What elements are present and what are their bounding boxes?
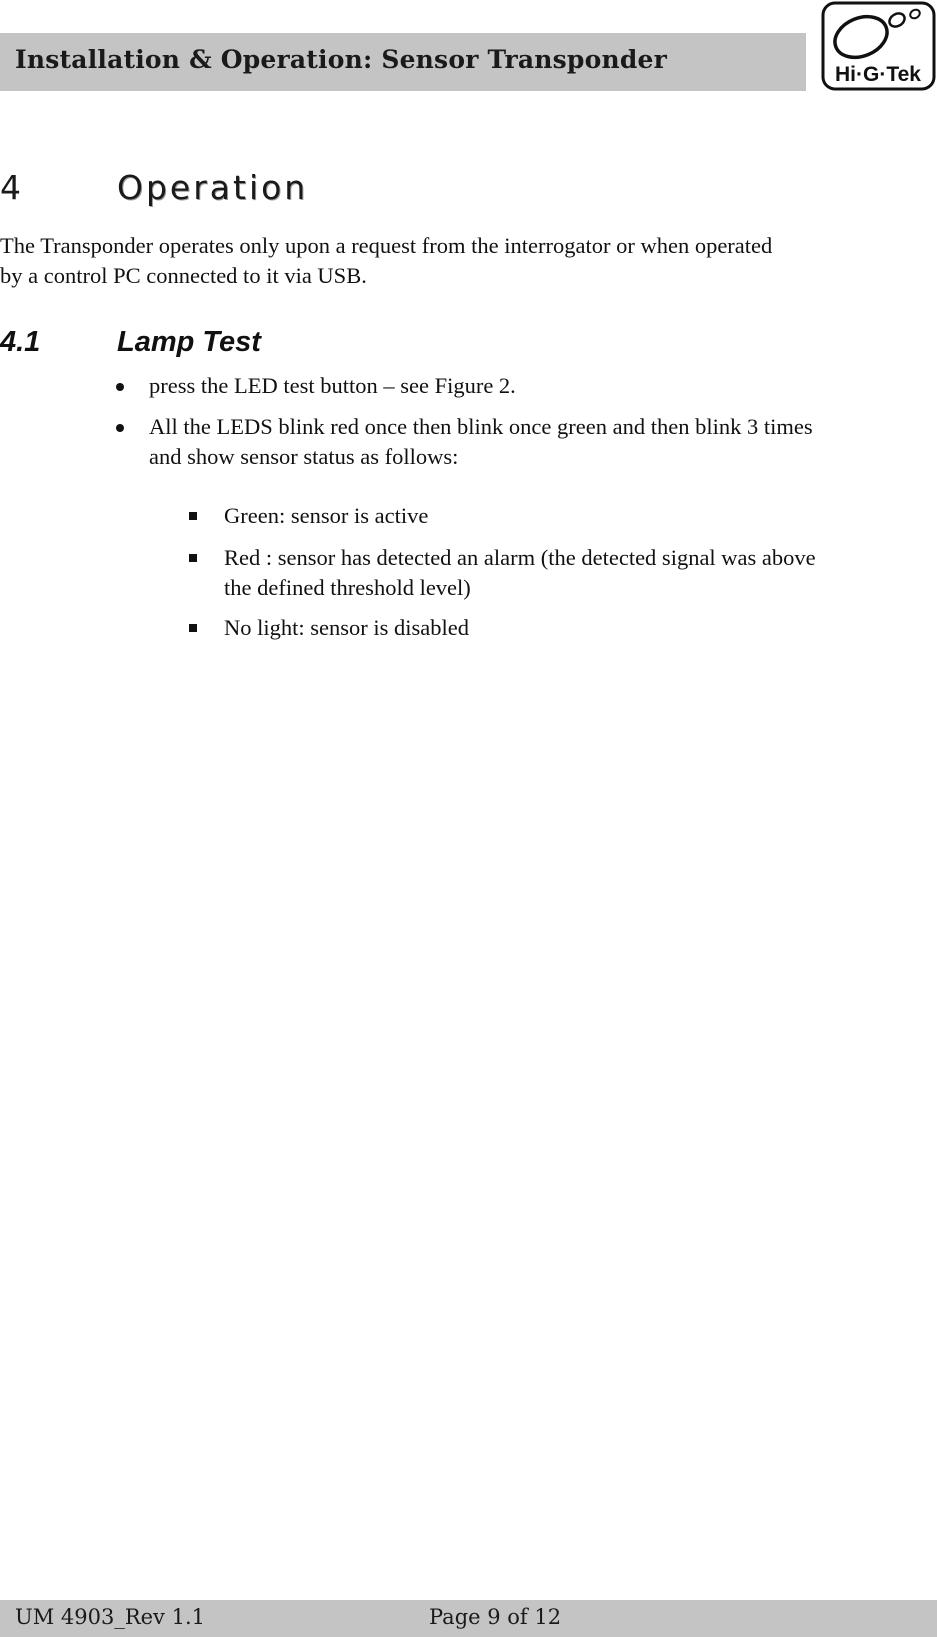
square-bullet-marker [189, 554, 197, 562]
logo-wordmark: Hi·G·Tek [835, 63, 921, 86]
status-item-line-1: Red : sensor has detected an alarm (the detected signal was above [224, 545, 816, 570]
status-item-line-2: the defined threshold level) [224, 575, 471, 600]
status-item-no-light: No light: sensor is disabled [224, 615, 469, 640]
square-bullet-marker [189, 512, 197, 520]
list-item: press the LED test button – see Figure 2. [149, 373, 516, 398]
section-title: Operation [117, 168, 309, 207]
footer-document-id: UM 4903_Rev 1.1 [15, 1605, 205, 1629]
document-header-title: Installation & Operation: Sensor Transponder [15, 45, 667, 74]
document-footer [0, 1600, 937, 1637]
bullet-marker [116, 424, 124, 432]
list-item-line-1: All the LEDS blink red once then blink once green and then blink 3 times [149, 414, 813, 439]
square-bullet-marker [189, 624, 197, 632]
subsection-title: Lamp Test [117, 326, 261, 358]
status-item-red [224, 543, 936, 603]
footer-page-number: Page 9 of 12 [429, 1605, 562, 1629]
lamp-test-steps [0, 0, 937, 700]
intro-line-2: by a control PC connected to it via USB. [0, 263, 367, 288]
status-item-green: Green: sensor is active [224, 503, 429, 528]
list-item [149, 412, 929, 472]
section-number: 4 [0, 168, 21, 207]
subsection-number: 4.1 [0, 326, 41, 358]
list-item-line-2: and show sensor status as follows: [149, 444, 459, 469]
intro-line-1: The Transponder operates only upon a request from the interrogator or when operated [0, 233, 773, 258]
bullet-marker [116, 383, 124, 391]
